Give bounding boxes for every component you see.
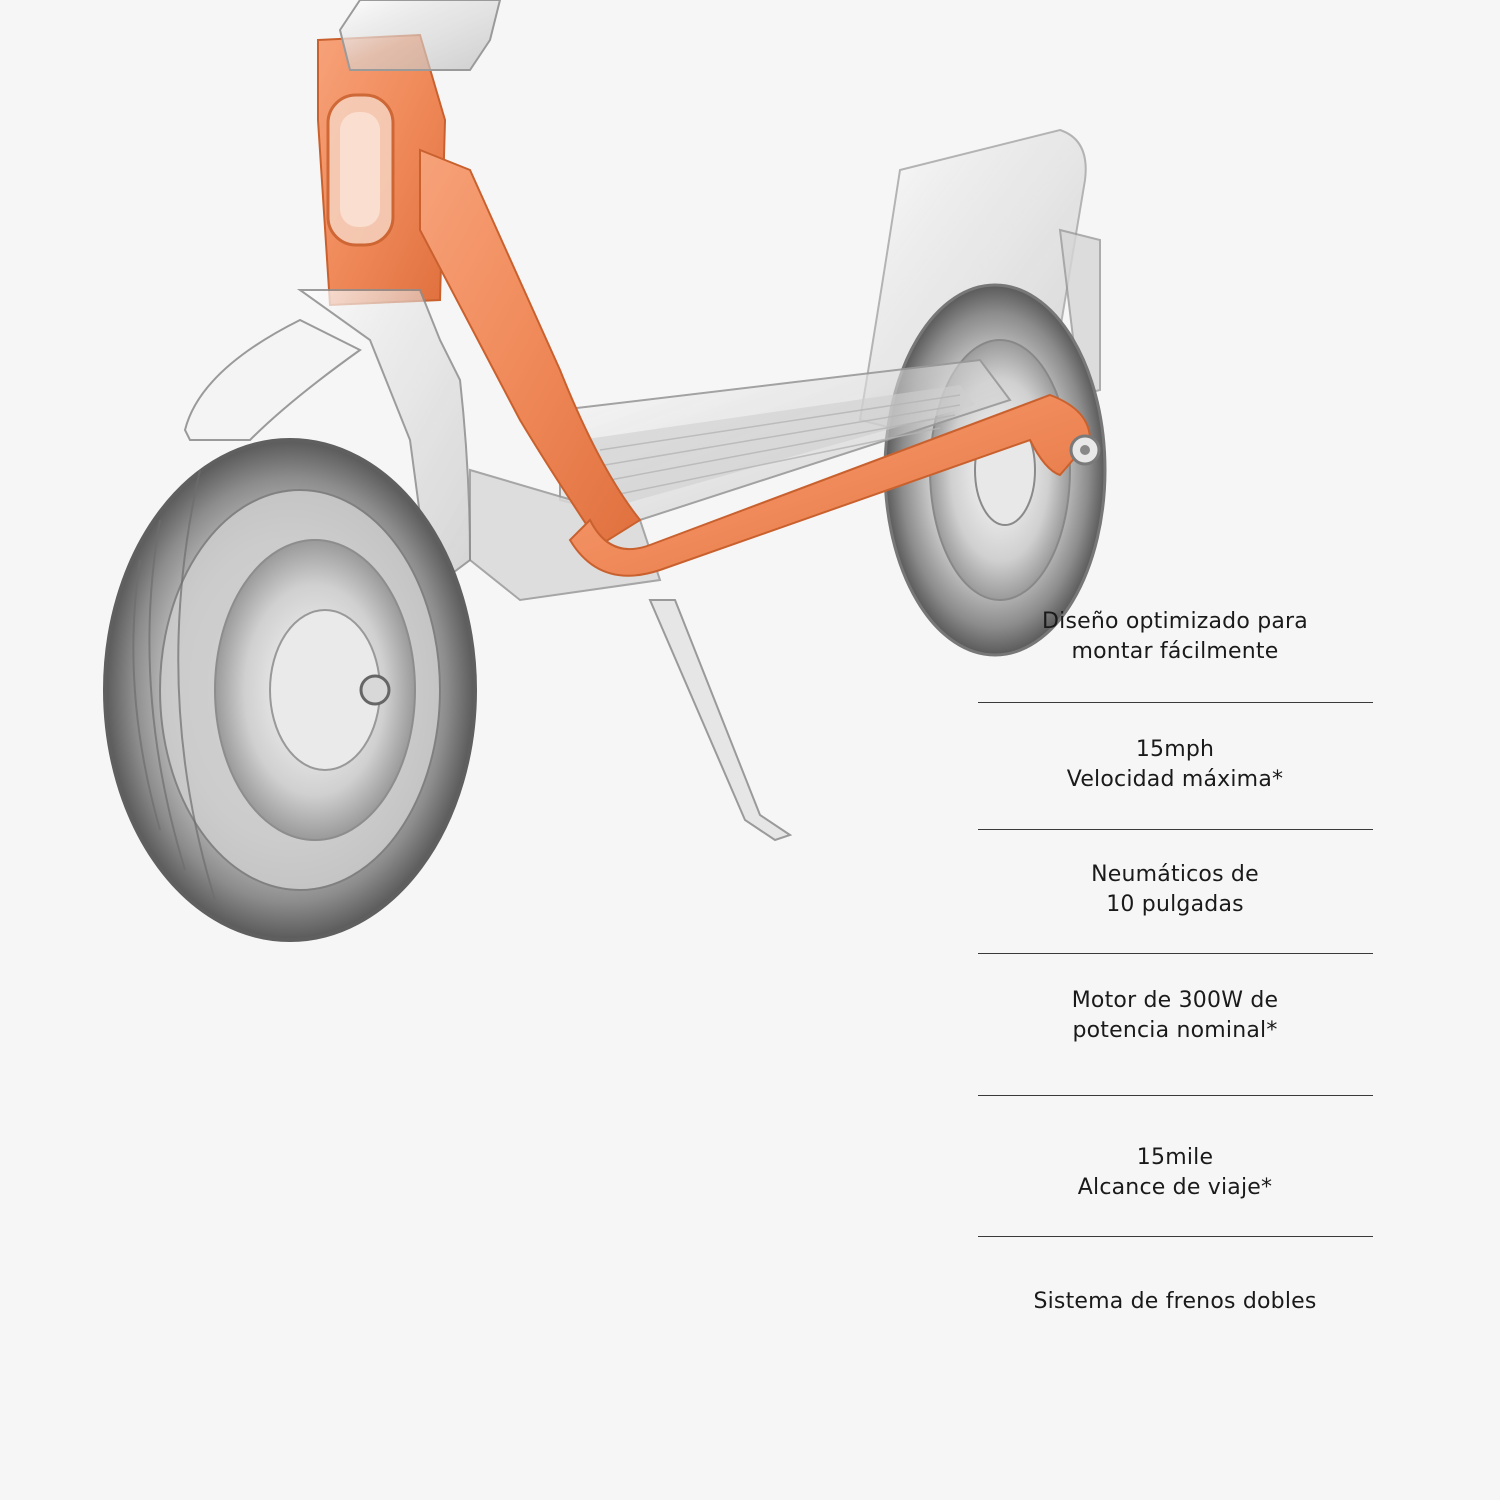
feature-motor: Motor de 300W de potencia nominal*	[1071, 988, 1279, 1043]
feature-brakes: Sistema de frenos dobles	[1033, 1289, 1317, 1314]
feature-divider	[978, 1236, 1373, 1237]
feature-divider	[978, 829, 1373, 830]
feature-range: 15mile Alcance de viaje*	[1077, 1145, 1273, 1200]
feature-tires: Neumáticos de 10 pulgadas	[1091, 862, 1259, 917]
front-wheel	[105, 440, 475, 940]
feature-top-speed: 15mph Velocidad máxima*	[1066, 737, 1284, 792]
feature-design: Diseño optimizado para montar fácilmente	[1042, 609, 1308, 664]
feature-divider	[978, 702, 1373, 703]
kickstand	[650, 600, 790, 840]
feature-divider	[978, 953, 1373, 954]
feature-divider	[978, 1095, 1373, 1096]
